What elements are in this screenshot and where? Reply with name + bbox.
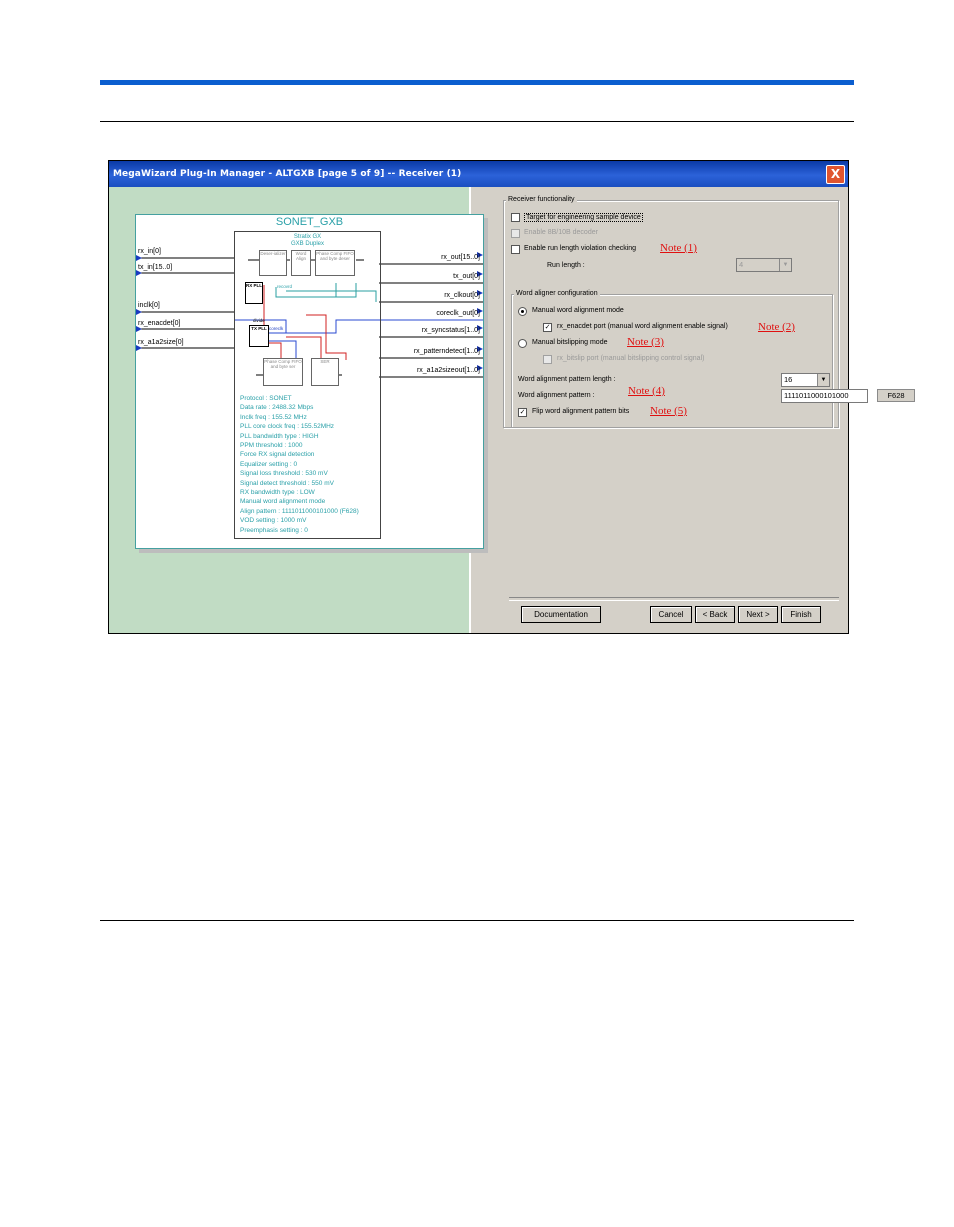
close-icon: X	[830, 167, 841, 181]
port-rx-clkout: rx_clkout[0]	[444, 292, 480, 299]
tx-pll-block: TX PLL	[249, 325, 269, 347]
param-line: Align pattern : 1111011000101000 (F628)	[240, 507, 359, 515]
receiver-functionality-title: Receiver functionality	[508, 196, 575, 203]
param-line: Signal detect threshold : 550 mV	[240, 479, 334, 487]
deserializer-block: Deser-ializer	[259, 250, 287, 276]
param-line: PLL core clock freq : 155.52MHz	[240, 423, 335, 431]
pattern-length-label: Word alignment pattern length :	[518, 376, 616, 383]
diagram-name: SONET_GXB	[275, 216, 344, 228]
target-engineering-checkbox[interactable]	[511, 213, 520, 222]
param-line: Force RX signal detection	[240, 451, 315, 459]
pattern-length-dropdown[interactable]	[781, 373, 830, 387]
port-rx-syncstatus: rx_syncstatus[1..0]	[421, 327, 480, 334]
param-line: Manual word alignment mode	[240, 498, 326, 506]
port-rx-a1a2size: rx_a1a2size[0]	[138, 339, 184, 346]
device-family-label: Stratix GX	[293, 234, 322, 240]
diagram-pane	[109, 187, 480, 633]
serializer-block: SER	[311, 358, 339, 386]
parameter-summary	[240, 394, 359, 535]
param-line: VOD setting : 1000 mV	[240, 517, 307, 525]
pattern-length-value: 16	[784, 375, 793, 384]
port-tx-in: tx_in[15..0]	[138, 264, 173, 271]
note-5: Note (5)	[650, 405, 687, 417]
target-engineering-label[interactable]: Target for engineering sample device	[526, 214, 641, 221]
param-line: Signal loss threshold : 530 mV	[240, 470, 328, 478]
chevron-down-icon: ▼	[779, 259, 791, 271]
window-title: MegaWizard Plug-In Manager - ALTGXB [page 5 of 9] -- Receiver (1)	[113, 169, 462, 179]
rx-pll-block: RX PLL	[245, 282, 263, 304]
enacdet-port-checkbox[interactable]: ✓	[544, 324, 551, 331]
recovered-clock-label: recovrd	[277, 284, 293, 289]
port-inclk: inclk[0]	[138, 302, 160, 309]
note-1: Note (1)	[660, 242, 697, 254]
port-rx-enacdet: rx_enacdet[0]	[138, 320, 181, 327]
bitslip-port-label: rx_bitslip port (manual bitslipping control signal)	[557, 355, 705, 362]
pattern-hex-display: F628	[877, 389, 915, 402]
port-rx-out: rx_out[15..0]	[441, 254, 480, 261]
word-aligner-title: Word aligner configuration	[516, 290, 598, 297]
button-separator	[509, 597, 839, 601]
run-length-label: Enable run length violation checking	[524, 245, 637, 252]
run-length-checkbox[interactable]	[511, 245, 520, 254]
finish-button[interactable]: Finish	[781, 606, 821, 623]
manual-bitslipping-radio[interactable]	[518, 339, 527, 348]
port-rx-patterndetect: rx_patterndetect[1..0]	[413, 348, 480, 355]
manual-word-alignment-radio[interactable]	[518, 307, 527, 316]
cancel-button[interactable]: Cancel	[650, 606, 692, 623]
back-button[interactable]: < Back	[695, 606, 735, 623]
coreclk-label: coreclk	[269, 326, 284, 331]
param-line: Protocol : SONET	[240, 395, 292, 402]
phase-comp-tx-block: Phase Comp FIFO and byte ser	[263, 358, 303, 386]
bitslip-port-checkbox[interactable]	[543, 355, 552, 364]
divide-label: divide	[253, 318, 265, 323]
param-line: Preemphasis setting : 0	[240, 526, 308, 534]
radio-selected-dot	[521, 310, 524, 313]
run-length-value-label: Run length :	[547, 262, 585, 269]
gxb-mode-label: GXB Duplex	[290, 241, 324, 247]
param-line: Inclk freq : 155.52 MHz	[240, 413, 307, 421]
enacdet-port-label: rx_enacdet port (manual word alignment enable signal)	[557, 323, 728, 330]
title-bar[interactable]	[109, 161, 848, 187]
page-header-bar	[100, 80, 854, 85]
param-line: Equalizer setting : 0	[240, 460, 298, 468]
enable-8b10b-label: Enable 8B/10B decoder	[524, 229, 598, 236]
megawizard-window	[108, 160, 905, 634]
param-line: PPM threshold : 1000	[240, 442, 303, 450]
run-length-value: 4	[739, 260, 744, 269]
documentation-button[interactable]: Documentation	[521, 606, 601, 623]
chevron-down-icon: ▼	[817, 374, 829, 386]
manual-word-alignment-label: Manual word alignment mode	[532, 307, 624, 314]
note-4: Note (4)	[628, 385, 665, 397]
gxb-duplex-block	[234, 231, 381, 539]
param-line: PLL bandwidth type : HIGH	[240, 432, 319, 440]
word-align-block: Word Align	[291, 250, 311, 276]
header-rule	[100, 121, 854, 122]
footer-rule	[100, 920, 854, 921]
manual-bitslipping-label: Manual bitslipping mode	[532, 339, 608, 346]
close-button[interactable]	[826, 165, 845, 184]
next-button[interactable]: Next >	[738, 606, 778, 623]
enable-8b10b-checkbox[interactable]	[511, 229, 520, 238]
note-3: Note (3)	[627, 336, 664, 348]
block-diagram	[135, 214, 484, 549]
port-rx-in: rx_in[0]	[138, 248, 161, 255]
param-line: RX bandwidth type : LOW	[240, 489, 315, 497]
port-rx-a1a2sizeout: rx_a1a2sizeout[1..0]	[416, 367, 480, 374]
note-2: Note (2)	[758, 321, 795, 333]
param-line: Data rate : 2488.32 Mbps	[240, 404, 314, 412]
settings-pane	[471, 187, 905, 633]
flip-bits-label: Flip word alignment pattern bits	[532, 408, 630, 415]
flip-bits-checkbox[interactable]: ✓	[519, 409, 526, 416]
phase-comp-rx-block: Phase Comp FIFO and byte deser	[315, 250, 355, 276]
pattern-label: Word alignment pattern :	[518, 392, 595, 399]
port-tx-out: tx_out[0]	[453, 273, 480, 280]
port-coreclk-out: coreclk_out[0]	[436, 310, 480, 317]
pattern-input[interactable]: 1111011000101000	[781, 389, 868, 403]
run-length-dropdown[interactable]	[736, 258, 792, 272]
